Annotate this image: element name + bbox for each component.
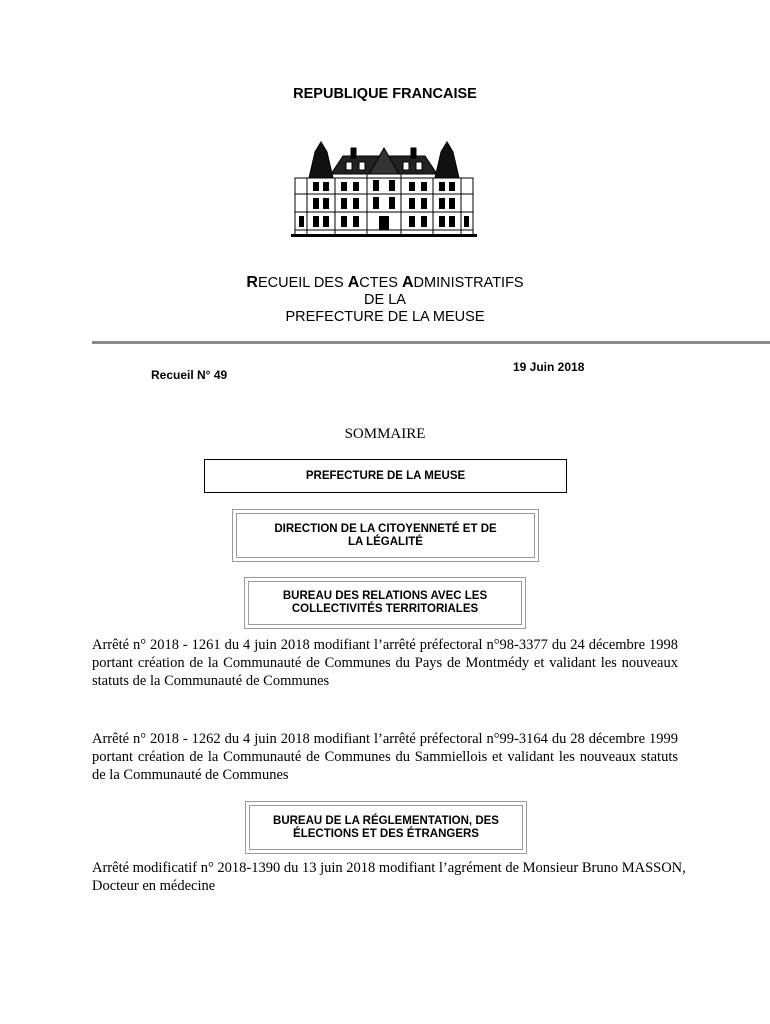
prefecture-building-icon: [291, 134, 477, 240]
arrete-item: Arrêté n° 2018 - 1262 du 4 juin 2018 modifiant l’arrêté préfectoral n°99-3164 du 28 décembre 1999 portant création de la Communauté de Communes du Sammiellois et validant les nouveaux statuts de la Communauté de Communes: [92, 731, 678, 783]
section-direction-label: DIRECTION DE LA CITOYENNETÉ ET DE LA LÉGALITÉ: [274, 522, 497, 548]
arrete-item: Arrêté modificatif n° 2018-1390 du 13 juin 2018 modifiant l’agrément de Monsieur Bruno MASSON, Docteur en médecine: [92, 860, 686, 894]
section-bureau-relations: [244, 577, 526, 629]
title-block: [0, 274, 770, 326]
recueil-date: 19 Juin 2018: [513, 360, 585, 374]
title-line-3: PREFECTURE DE LA MEUSE: [285, 309, 485, 325]
section-bureau-reglementation: [245, 801, 527, 854]
section-bureau-reglementation-label: BUREAU DE LA RÉGLEMENTATION, DES ÉLECTIONS ET DES ÉTRANGERS: [273, 814, 499, 840]
republic-heading: REPUBLIQUE FRANCAISE: [293, 86, 477, 102]
title-line-2: DE LA: [364, 292, 406, 308]
section-prefecture: [204, 459, 567, 493]
arrete-item: Arrêté n° 2018 - 1261 du 4 juin 2018 modifiant l’arrêté préfectoral n°98-3377 du 24 décembre 1998 portant création de la Communauté de Communes du Pays de Montmédy et validant les nouveaux statuts de la Communauté de Communes: [92, 637, 678, 689]
horizontal-divider: [92, 341, 770, 344]
section-bureau-relations-label: BUREAU DES RELATIONS AVEC LES COLLECTIVITÉS TERRITORIALES: [282, 590, 488, 615]
section-prefecture-label: PREFECTURE DE LA MEUSE: [305, 469, 466, 482]
sommaire-heading: SOMMAIRE: [344, 426, 426, 442]
section-direction: [232, 509, 539, 562]
title-line-1: RECUEIL DES ACTES ADMINISTRATIFS: [246, 274, 524, 291]
recueil-number: Recueil N° 49: [151, 368, 228, 382]
